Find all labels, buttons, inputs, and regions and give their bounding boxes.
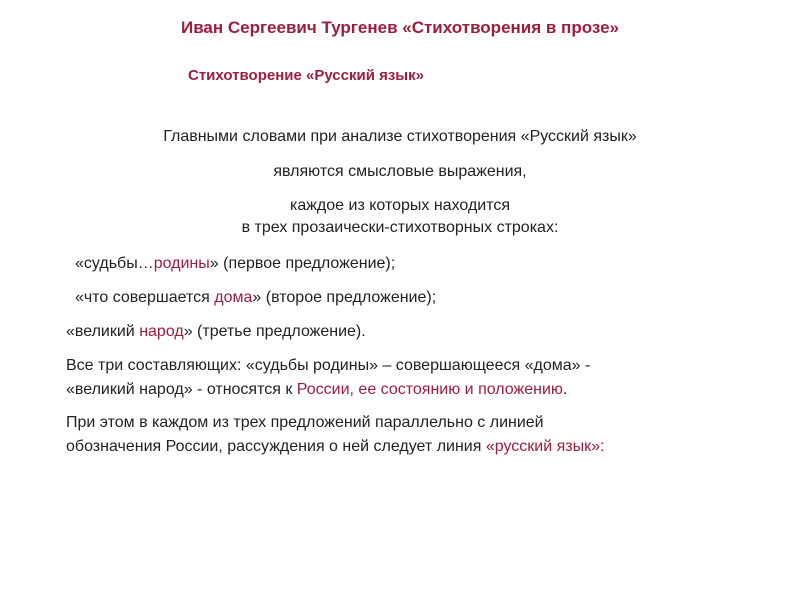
intro-line-3: каждое из которых находится: [289, 197, 511, 214]
poem-subtitle: Стихотворение «Русский язык»: [188, 67, 424, 84]
list-item-text: «что совершается: [75, 289, 215, 306]
paragraph-text: .: [562, 381, 568, 398]
highlight-word: родины: [153, 255, 210, 272]
list-item-text: » (первое предложение);: [209, 255, 396, 272]
highlight-word: народ: [139, 323, 184, 340]
intro-line-2: являются смысловые выражения,: [273, 163, 527, 180]
intro-line-1: Главными словами при анализе стихотворения «Русский язык»: [163, 128, 637, 145]
list-item-text: «великий: [66, 323, 140, 340]
paragraph-2-line-2: [66, 438, 604, 456]
paragraph-2-line-1: При этом в каждом из трех предложений параллельно с линией: [66, 414, 544, 431]
highlight-phrase: «русский язык»:: [485, 438, 605, 455]
paragraph-text: обозначения России, рассуждения о ней следует линия: [66, 438, 486, 455]
paragraph-1-line-2: [66, 381, 567, 399]
page-title: Иван Сергеевич Тургенев «Стихотворения в прозе»: [180, 18, 620, 37]
paragraph-text: «великий народ» - относятся к: [66, 381, 297, 398]
paragraph-1-line-1: Все три составляющих: «судьбы родины» – совершающееся «дома» -: [66, 357, 591, 374]
highlight-word: дома: [214, 289, 253, 306]
list-item-text: «судьбы…: [75, 255, 154, 272]
list-item-people: [66, 323, 366, 341]
list-item-text: » (второе предложение);: [252, 289, 437, 306]
list-item-text: » (третье предложение).: [183, 323, 366, 340]
intro-line-4: в трех прозаически-стихотворных строках:: [241, 219, 559, 236]
list-item-destiny: [75, 255, 395, 273]
highlight-phrase: России, ее состоянию и положению: [296, 381, 563, 398]
list-item-home: [75, 289, 436, 307]
